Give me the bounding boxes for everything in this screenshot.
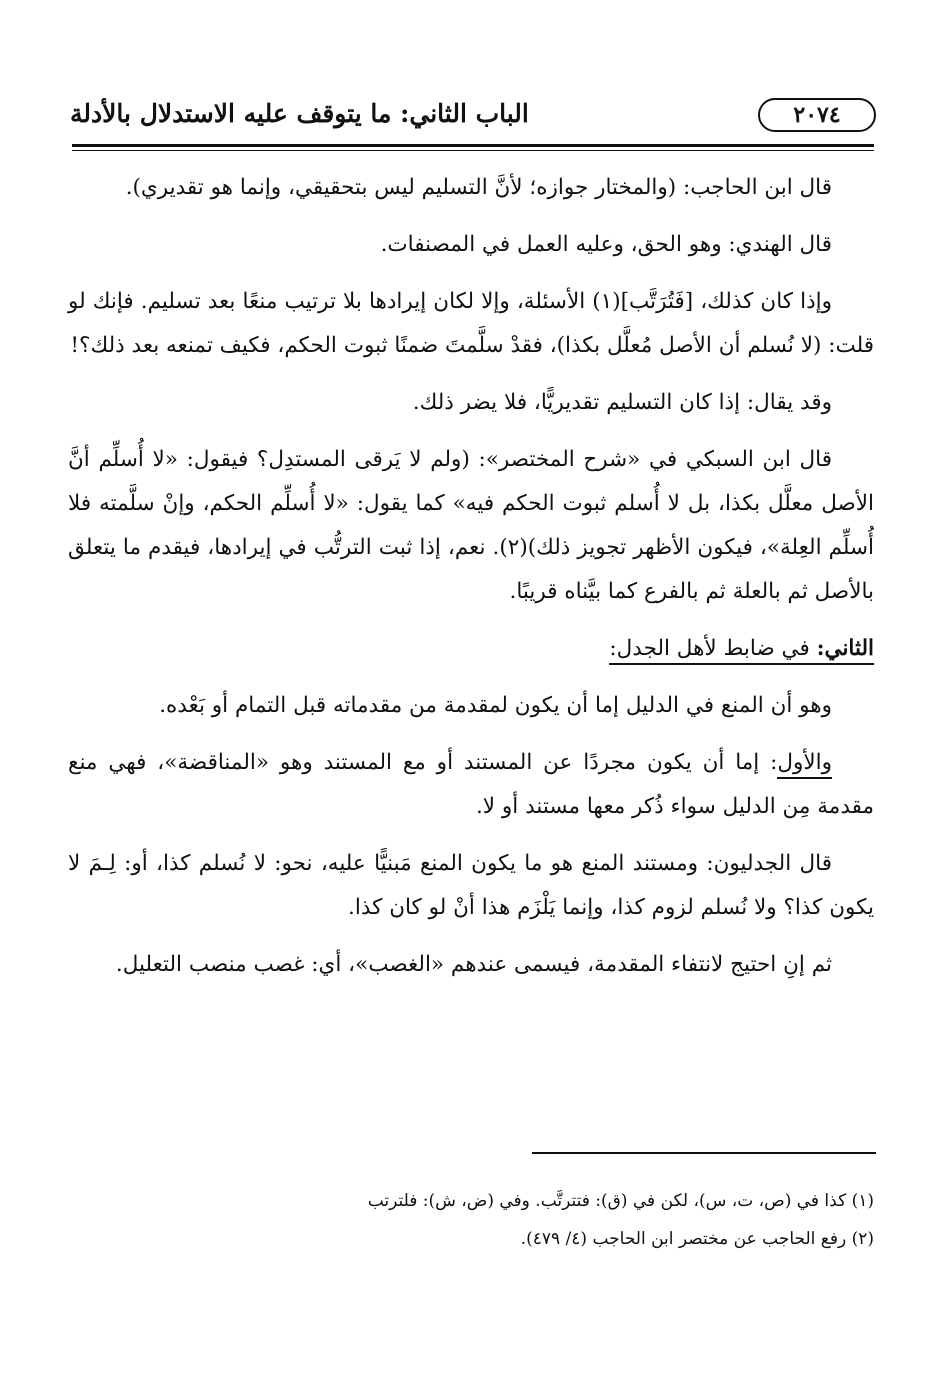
header-rule-thick: [72, 144, 874, 147]
main-text: [68, 166, 874, 1000]
page-number: ٢٠٧٤: [758, 98, 876, 132]
paragraph-lead: والأول: [777, 750, 832, 779]
paragraph: وإذا كان كذلك، [فَتُرَتَّب](١) الأسئلة، وإلا لكان إيرادها بلا ترتيب منعًا بعد تسليم. فإنك لو قلت: (لا نُسلم أن الأصل مُعلَّل بكذا)، فقدْ سلَّمتَ ضمنًا ثبوت الحكم، فكيف تمنعه بعد ذلك؟!: [68, 289, 874, 358]
paragraph: قال الهندي: وهو الحق، وعليه العمل في المصنفات.: [380, 232, 832, 257]
paragraph: وقد يقال: إذا كان التسليم تقديريًّا، فلا يضر ذلك.: [412, 390, 832, 415]
footnote: (١) كذا في (ص، ت، س)، لكن في (ق): فتترتَّب. وفي (ض، ش): فلترتب: [367, 1191, 874, 1211]
footnote: (٢) رفع الحاجب عن مختصر ابن الحاجب (٤/ ٤٧٩).: [520, 1229, 874, 1249]
paragraph: ثم إنِ احتيج لانتفاء المقدمة، فيسمى عندهم «الغصب»، أي: غصب منصب التعليل.: [115, 952, 832, 977]
running-title: الباب الثاني: ما يتوقف عليه الاستدلال بالأدلة: [70, 99, 529, 128]
paragraph: قال ابن السبكي في «شرح المختصر»: (ولم لا يَرقى المستدِل؟ فيقول: «لا أُسلِّم أنَّ الأصل معلَّل بكذا، بل لا أُسلم ثبوت الحكم فيه» كما يقول: «لا أُسلِّم الحكم، وإنْ سلَّمته فلا أُسلِّم العِلة»، فيكون الأظهر تجويز ذلك)(٢). نعم، إذا ثبت الترتُّب في إيرادها، فيقدم ما يتعلق بالأصل ثم بالعلة ثم بالفرع كما بيَّناه قريبًا.: [68, 447, 874, 604]
paragraph: قال ابن الحاجب: (والمختار جوازه؛ لأنَّ التسليم ليس بتحقيقي، وإنما هو تقديري).: [125, 175, 832, 200]
paragraph: وهو أن المنع في الدليل إما أن يكون لمقدمة من مقدماته قبل التمام أو بَعْده.: [159, 693, 832, 718]
section-label: الثاني:: [817, 636, 874, 665]
header-rule-thin: [72, 150, 874, 151]
section-heading: [68, 627, 874, 671]
paragraph: [68, 741, 874, 829]
footnote-rule: [532, 1152, 876, 1154]
paragraph: قال الجدليون: ومستند المنع هو ما يكون المنع مَبنيًّا عليه، نحو: لا نُسلم كذا، أو: لِـمَ لا يكون كذا؟ ولا نُسلم لزوم كذا، وإنما يَلْزَم هذا أنْ لو كان كذا.: [68, 851, 874, 920]
page-header: [70, 92, 876, 142]
section-title: في ضابط لأهل الجدل:: [609, 636, 816, 665]
paragraph-rest: : إما أن يكون مجردًا عن المستند أو مع المستند وهو «المناقضة»، فهي منع مقدمة مِن الدليل سواء ذُكر معها مستند أو لا.: [68, 750, 874, 819]
footnotes: [68, 1182, 874, 1258]
